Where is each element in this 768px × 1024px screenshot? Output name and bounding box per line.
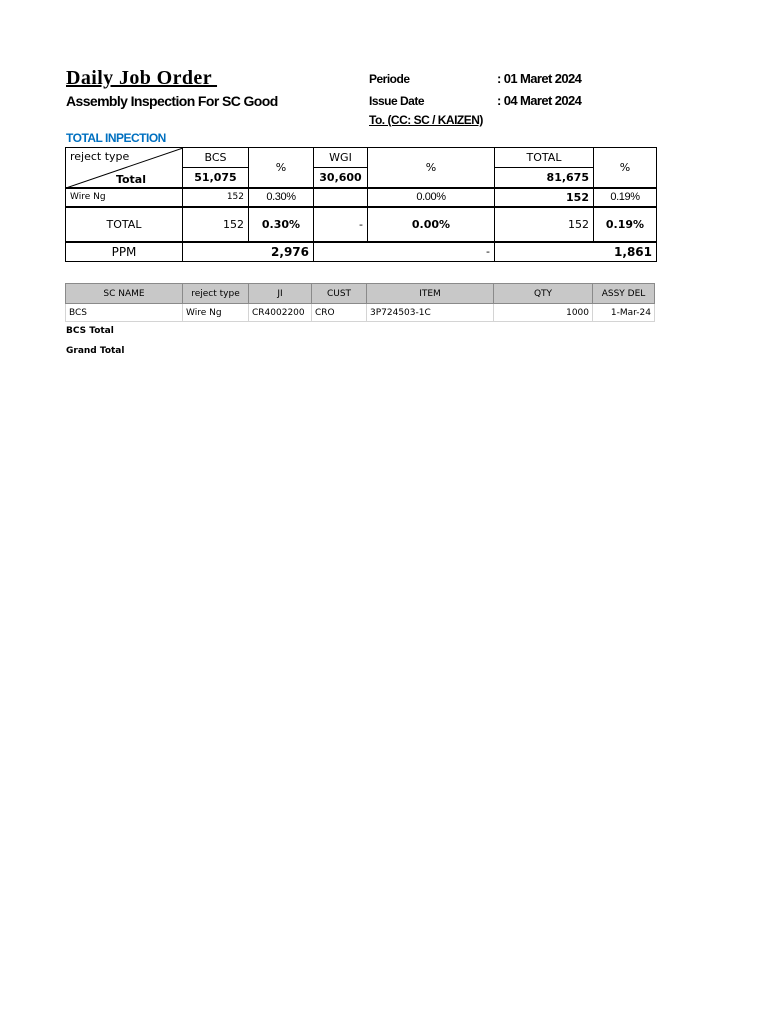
- issue-date-label: Issue Date: [369, 94, 425, 108]
- total-row-wgi: -: [314, 207, 368, 242]
- wire-ng-bcs: 152: [183, 188, 249, 207]
- detail-table: [65, 283, 655, 322]
- header-assy-del: ASSY DEL: [593, 284, 655, 304]
- header-reject-type: reject type: [183, 284, 249, 304]
- cell-ji: CR4002200: [249, 304, 312, 322]
- wire-ng-total: 152: [495, 188, 594, 207]
- wire-ng-total-pct: 0.19%: [594, 188, 657, 207]
- col-pct-bcs: %: [249, 148, 314, 188]
- corner-header-cell: [66, 148, 183, 188]
- cell-qty: 1000: [494, 304, 593, 322]
- periode-label: Periode: [369, 72, 410, 86]
- cell-item: 3P724503-1C: [367, 304, 494, 322]
- total-total-value: 81,675: [495, 168, 594, 188]
- col-pct-total: %: [594, 148, 657, 188]
- ppm-total: 1,861: [495, 242, 657, 262]
- document-title: Daily Job Order: [66, 67, 218, 89]
- ppm-label: PPM: [66, 242, 183, 262]
- ppm-row: [66, 242, 657, 262]
- wire-ng-wgi-pct: 0.00%: [368, 188, 495, 207]
- col-bcs: BCS: [183, 148, 249, 168]
- ppm-bcs: 2,976: [183, 242, 314, 262]
- cell-reject-type: Wire Ng: [183, 304, 249, 322]
- wire-ng-row: [66, 188, 657, 207]
- wire-ng-wgi: [314, 188, 368, 207]
- issue-date-value: : 04 Maret 2024: [497, 93, 582, 108]
- total-row-label: TOTAL: [66, 207, 183, 242]
- total-row-bcs-pct: 0.30%: [249, 207, 314, 242]
- col-wgi: WGI: [314, 148, 368, 168]
- detail-header-row: [66, 284, 655, 304]
- total-row-bcs: 152: [183, 207, 249, 242]
- col-total: TOTAL: [495, 148, 594, 168]
- total-row: [66, 207, 657, 242]
- section-title: TOTAL INPECTION: [66, 131, 166, 145]
- cell-cust: CRO: [312, 304, 367, 322]
- summary-table: [65, 147, 657, 262]
- header-sc-name: SC NAME: [66, 284, 183, 304]
- header-cust: CUST: [312, 284, 367, 304]
- wire-ng-label: Wire Ng: [66, 188, 183, 207]
- corner-total: Total: [115, 172, 146, 186]
- header-ji: JI: [249, 284, 312, 304]
- periode-value: : 01 Maret 2024: [497, 71, 582, 86]
- corner-reject-type: reject type: [70, 150, 130, 163]
- col-pct-wgi: %: [368, 148, 495, 188]
- table-row: [66, 304, 655, 322]
- wgi-total-value: 30,600: [314, 168, 368, 188]
- wire-ng-bcs-pct: 0.30%: [249, 188, 314, 207]
- document-subtitle: Assembly Inspection For SC Good: [66, 93, 278, 109]
- bcs-total-value: 51,075: [183, 168, 249, 188]
- total-row-total: 152: [495, 207, 594, 242]
- header-item: ITEM: [367, 284, 494, 304]
- header-qty: QTY: [494, 284, 593, 304]
- grand-total-label: Grand Total: [66, 346, 125, 356]
- cell-sc-name: BCS: [66, 304, 183, 322]
- recipient-line: To. (CC: SC / KAIZEN): [369, 113, 483, 127]
- bcs-total-label: BCS Total: [66, 326, 114, 336]
- total-row-total-pct: 0.19%: [594, 207, 657, 242]
- summary-header-row: [66, 148, 657, 168]
- total-row-wgi-pct: 0.00%: [368, 207, 495, 242]
- cell-assy-del: 1-Mar-24: [593, 304, 655, 322]
- ppm-wgi: -: [314, 242, 495, 262]
